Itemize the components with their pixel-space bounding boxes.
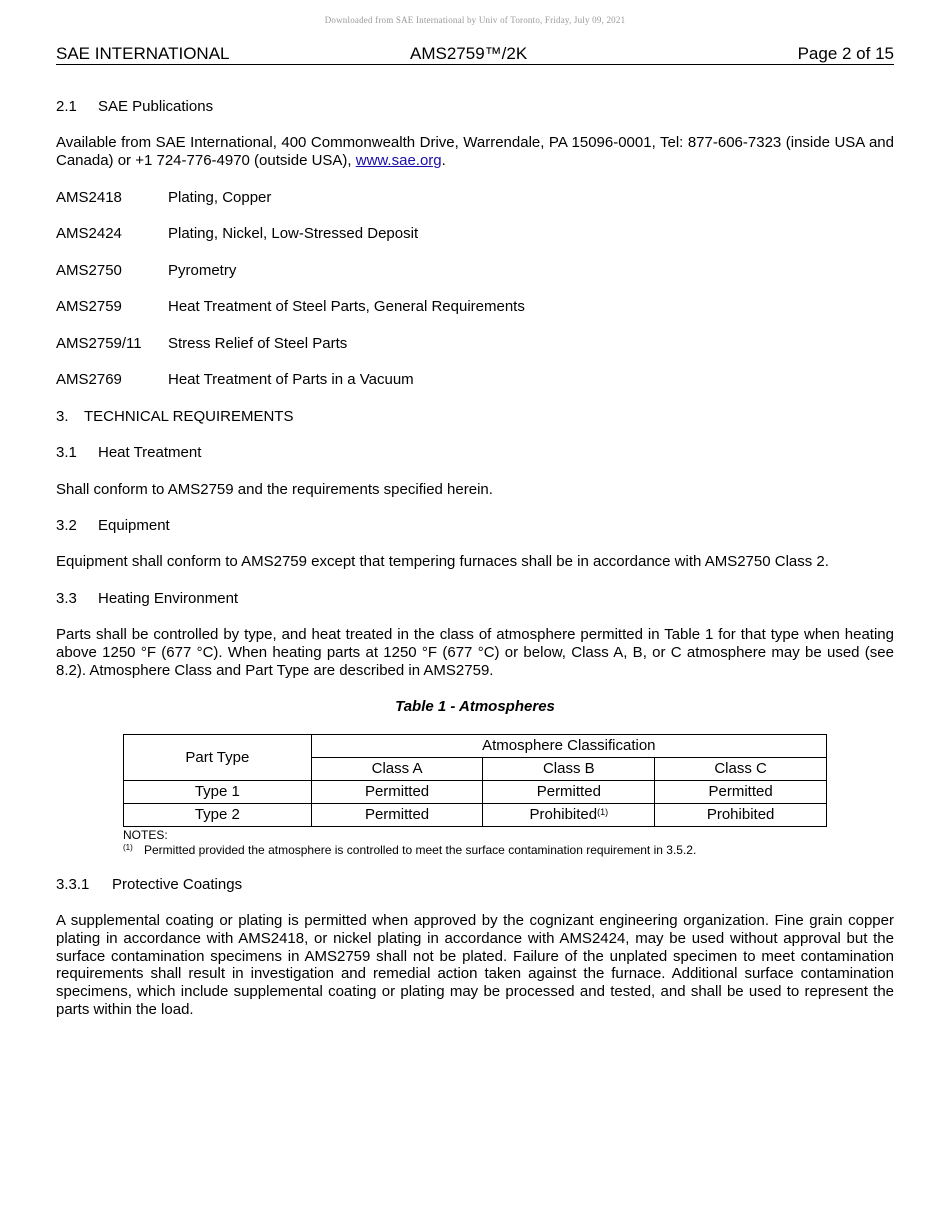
cell-class-a: Permitted: [311, 781, 483, 804]
sae-website-link[interactable]: www.sae.org: [355, 151, 442, 169]
download-watermark: Downloaded from SAE International by Univ of Toronto, Friday, July 09, 2021: [324, 15, 626, 25]
cell-class-b-value: Prohibited: [529, 806, 598, 823]
section-title: SAE Publications: [98, 98, 214, 115]
reference-doc: AMS2759/11: [56, 335, 142, 352]
page-header: [56, 44, 894, 65]
reference-item: [56, 335, 347, 353]
section-2-1-body: [56, 134, 894, 170]
cell-class-b: Permitted: [483, 781, 655, 804]
header-doc-number: AMS2759™/2K: [410, 44, 528, 63]
table-notes-label: NOTES:: [123, 828, 168, 842]
table-row: [124, 781, 827, 804]
header-class-a: Class A: [311, 758, 483, 781]
section-3-1-heading: [56, 444, 201, 462]
note-marker: (1): [123, 843, 133, 852]
cell-class-b: [483, 804, 655, 827]
reference-item: [56, 262, 236, 280]
header-atmosphere-classification: Atmosphere Classification: [311, 735, 826, 758]
header-class-b: Class B: [483, 758, 655, 781]
section-number: 3.3.1: [56, 876, 90, 893]
reference-doc: AMS2759: [56, 298, 122, 315]
note-text: Permitted provided the atmosphere is controlled to meet the surface contamination requirement in 3.5.2.: [144, 843, 697, 857]
section-title: Equipment: [98, 517, 170, 534]
section-title: TECHNICAL REQUIREMENTS: [84, 408, 294, 425]
reference-item: [56, 189, 271, 207]
section-3-2-body: Equipment shall conform to AMS2759 except that tempering furnaces shall be in accordance with AMS2750 Class 2.: [56, 553, 829, 570]
section-title: Protective Coatings: [112, 876, 243, 893]
header-page-number: Page 2 of 15: [797, 44, 894, 63]
reference-doc: AMS2769: [56, 371, 122, 388]
cell-class-c: Prohibited: [655, 804, 827, 827]
cell-class-a: Permitted: [311, 804, 483, 827]
section-3-2-heading: [56, 517, 170, 535]
section-3-3-heading: [56, 590, 238, 608]
section-number: 3.: [56, 408, 69, 425]
cell-part-type: Type 2: [124, 804, 312, 827]
section-2-1-heading: [56, 98, 213, 116]
section-3-heading: [56, 408, 293, 426]
section-number: 3.3: [56, 590, 77, 607]
reference-title: Plating, Nickel, Low-Stressed Deposit: [168, 225, 419, 242]
reference-item: [56, 371, 414, 389]
table-note-1: [123, 843, 696, 857]
table-caption: Table 1 - Atmospheres: [395, 698, 555, 715]
reference-doc: AMS2424: [56, 225, 122, 242]
reference-title: Heat Treatment of Parts in a Vacuum: [168, 371, 414, 388]
availability-text: Available from SAE International, 400 Commonwealth Drive, Warrendale, PA 15096-0001, Tel: 877-606-7323 (inside USA and Canada) or +1 724-776-4970 (outside USA),: [56, 134, 894, 169]
section-3-1-body: Shall conform to AMS2759 and the requirements specified herein.: [56, 481, 493, 498]
reference-title: Stress Relief of Steel Parts: [168, 335, 348, 352]
section-3-3-1-heading: [56, 876, 242, 894]
reference-doc: AMS2418: [56, 189, 122, 206]
reference-title: Plating, Copper: [168, 189, 272, 206]
section-3-3-1-body: A supplemental coating or plating is permitted when approved by the cognizant engineering organization. Fine grain copper plating in accordance with AMS2418, or nickel plating in accordance with AMS2424, may be used without approval but the surface contamination specimens in AMS2759 shall not be plated. Failure of the unplated specimen to meet contamination requirements shall result in investigation and remedial action taken against the furnace. Additional surface contamination specimens, which include supplemental coating or plating may be processed and tested, and shall be used to represent the parts within the load.: [56, 912, 894, 1018]
section-title: Heating Environment: [98, 590, 239, 607]
section-title: Heat Treatment: [98, 444, 202, 461]
header-org: SAE INTERNATIONAL: [56, 44, 230, 63]
section-number: 2.1: [56, 98, 77, 115]
section-number: 3.1: [56, 444, 77, 461]
atmospheres-table: [123, 734, 827, 827]
reference-title: Pyrometry: [168, 262, 237, 279]
table-row: [124, 804, 827, 827]
reference-item: [56, 225, 418, 243]
header-class-c: Class C: [655, 758, 827, 781]
reference-doc: AMS2750: [56, 262, 122, 279]
section-3-3-body: Parts shall be controlled by type, and heat treated in the class of atmosphere permitted in Table 1 for that type when heating above 1250 °F (677 °C). When heating parts at 1250 °F (677 °C) or below, Class A, B, or C atmosphere may be used (see 8.2). Atmosphere Class and Part Type are described in AMS2759.: [56, 626, 894, 679]
header-part-type: Part Type: [124, 735, 312, 781]
cell-part-type: Type 1: [124, 781, 312, 804]
reference-title: Heat Treatment of Steel Parts, General Requirements: [168, 298, 525, 315]
table-header-row: [124, 735, 827, 758]
footnote-ref: (1): [597, 807, 609, 817]
cell-class-c: Permitted: [655, 781, 827, 804]
availability-suffix: .: [441, 151, 446, 169]
section-number: 3.2: [56, 517, 77, 534]
reference-item: [56, 298, 525, 316]
